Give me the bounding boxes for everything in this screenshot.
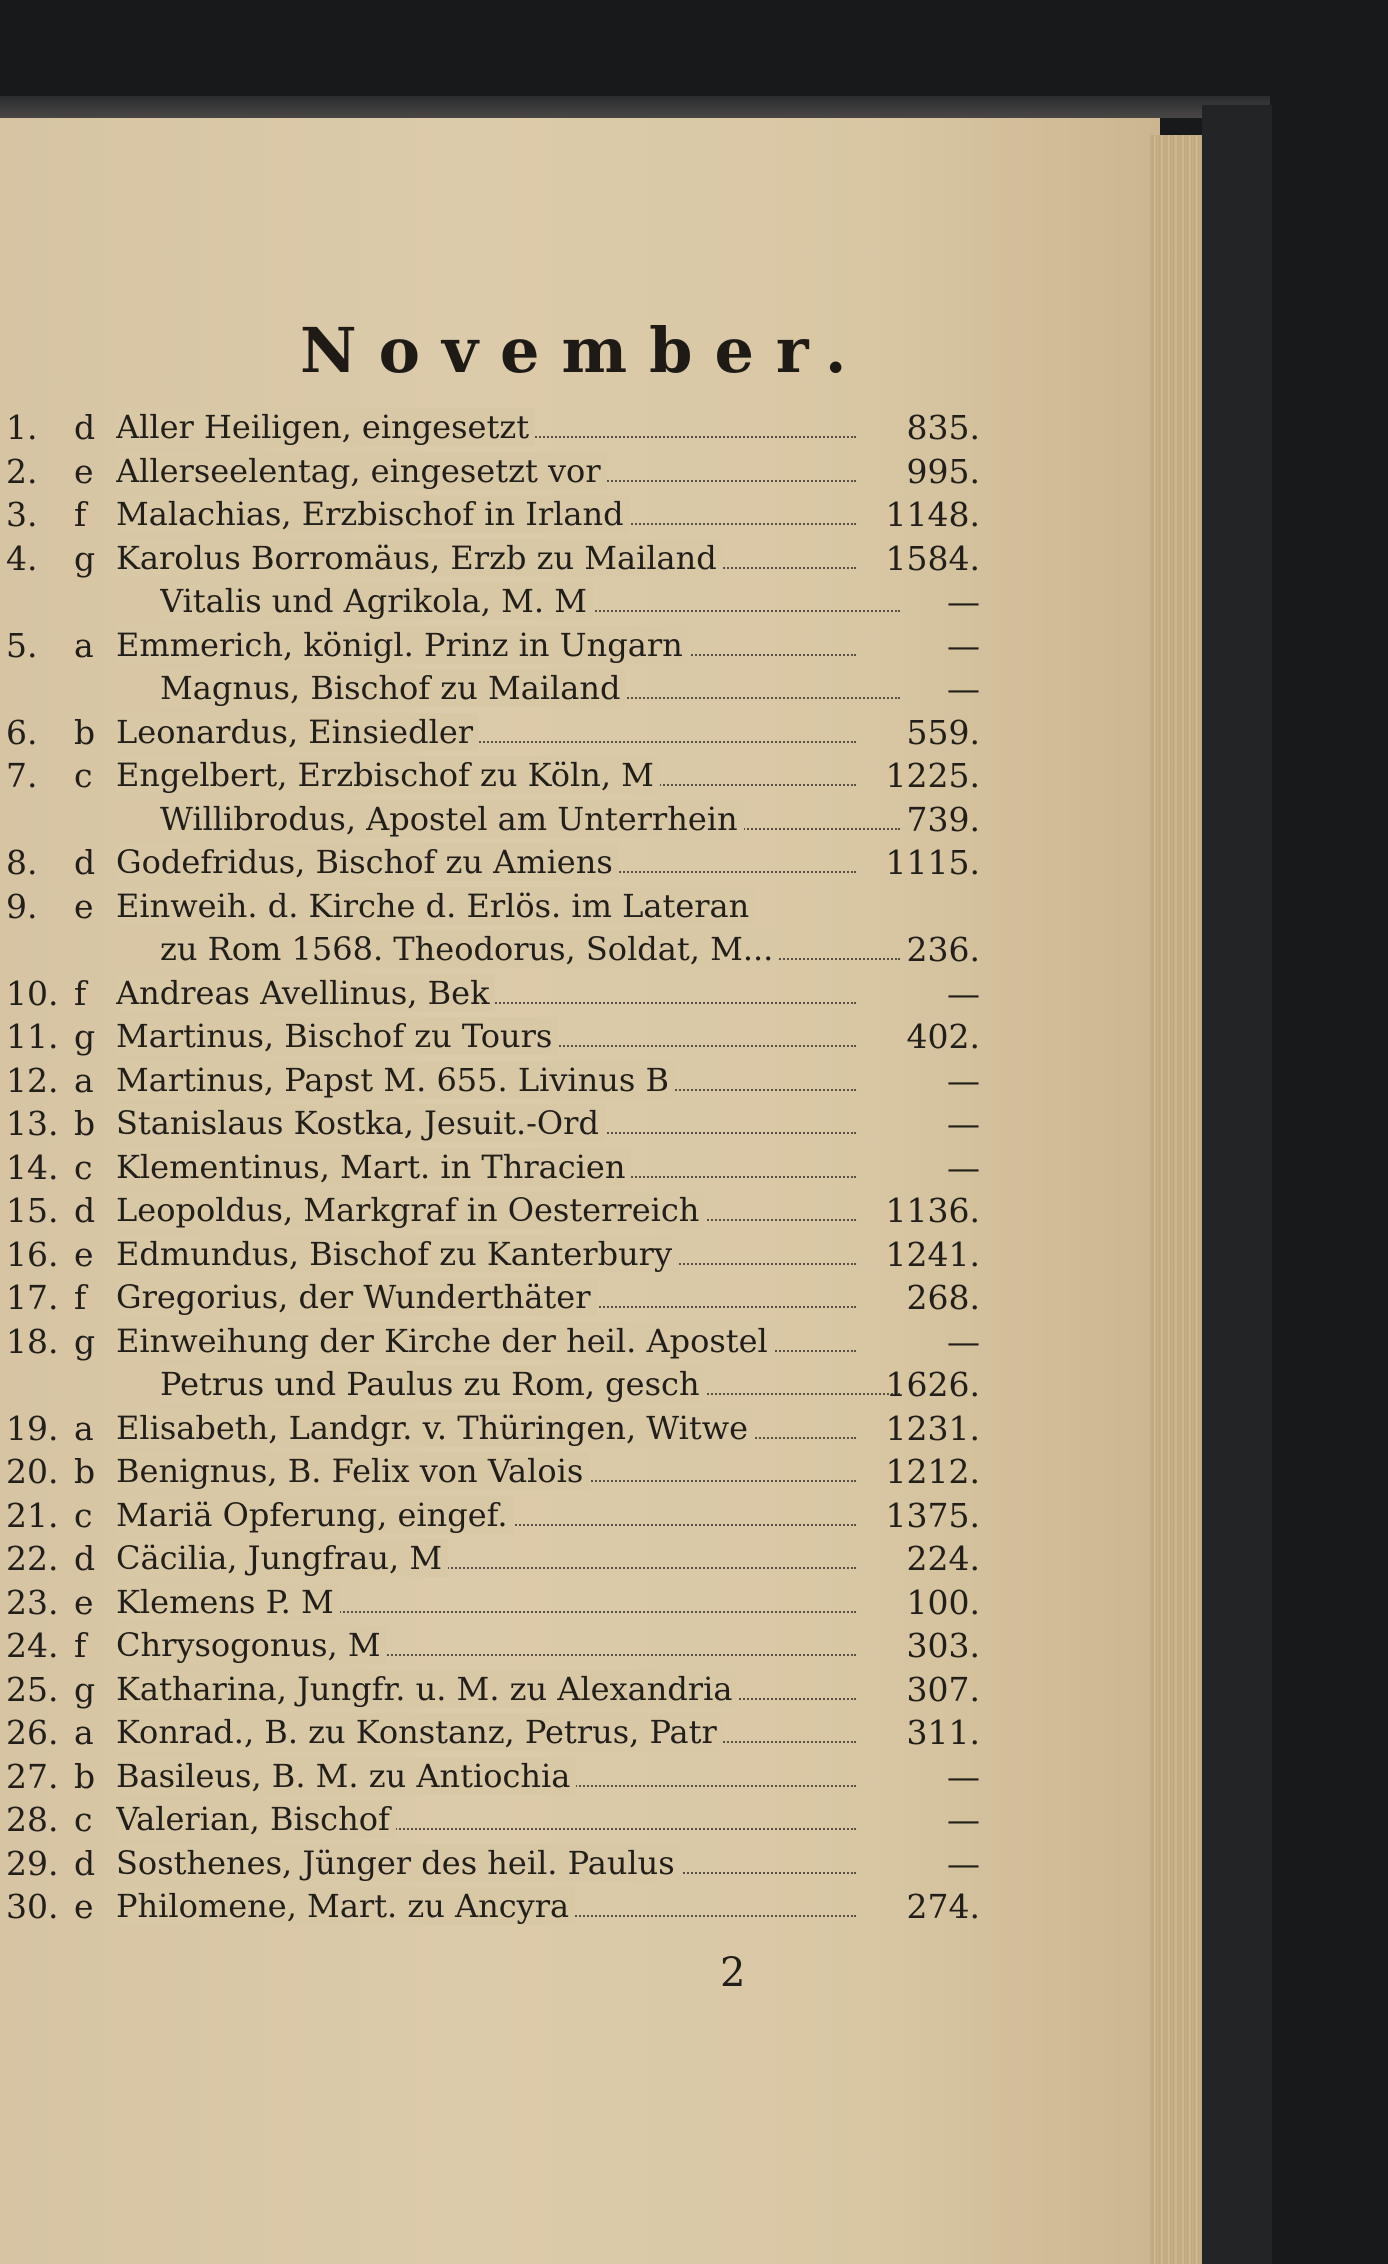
calendar-entry bbox=[0, 667, 1000, 711]
year-value: 739. bbox=[906, 799, 980, 839]
day-number: 27. bbox=[6, 1756, 59, 1796]
dominical-letter: b bbox=[74, 1104, 96, 1143]
saint-name bbox=[116, 1102, 856, 1146]
saint-name-text: Edmundus, Bischof zu Kanterbury bbox=[116, 1235, 678, 1273]
day-number: 5. bbox=[6, 625, 38, 665]
saint-name bbox=[116, 1755, 856, 1799]
saint-name-text: Andreas Avellinus, Bek bbox=[116, 974, 495, 1012]
calendar-entry bbox=[0, 972, 1000, 1016]
year-value: 100. bbox=[906, 1582, 980, 1622]
year-value: — bbox=[947, 1843, 980, 1883]
day-number: 3. bbox=[6, 495, 38, 534]
year-value: 995. bbox=[906, 451, 980, 491]
saint-name bbox=[160, 798, 900, 842]
saint-name bbox=[160, 1363, 900, 1407]
calendar-entry bbox=[0, 493, 1000, 537]
year-value: 224. bbox=[906, 1539, 980, 1578]
dominical-letter: b bbox=[74, 712, 96, 752]
year-value: — bbox=[947, 1756, 980, 1796]
dominical-letter: g bbox=[74, 1321, 96, 1361]
year-value: — bbox=[947, 973, 980, 1013]
saint-name-text: Cäcilia, Jungfrau, M bbox=[116, 1539, 448, 1577]
saint-name-text: Valerian, Bischof bbox=[116, 1800, 396, 1838]
day-number: 15. bbox=[6, 1191, 59, 1230]
year-value: 1136. bbox=[885, 1191, 980, 1230]
saint-name bbox=[116, 1407, 856, 1451]
saint-name bbox=[116, 972, 856, 1016]
dominical-letter: d bbox=[74, 1539, 96, 1578]
year-value: 1231. bbox=[885, 1408, 980, 1448]
dominical-letter: d bbox=[74, 1191, 96, 1230]
year-value: — bbox=[947, 1104, 980, 1143]
year-value: — bbox=[947, 625, 980, 665]
day-number: 1. bbox=[6, 408, 38, 447]
saint-name bbox=[116, 885, 856, 929]
day-number: 25. bbox=[6, 1669, 59, 1709]
year-value: — bbox=[947, 1800, 980, 1839]
calendar-entry bbox=[0, 754, 1000, 798]
calendar-entry bbox=[0, 1233, 1000, 1277]
calendar-entry bbox=[0, 1102, 1000, 1146]
saint-name-text: Stanislaus Kostka, Jesuit.-Ord bbox=[116, 1104, 605, 1142]
day-number: 23. bbox=[6, 1582, 59, 1622]
saint-name bbox=[160, 667, 900, 711]
year-value: 1148. bbox=[885, 495, 980, 534]
calendar-entry bbox=[0, 580, 1000, 624]
year-value: — bbox=[947, 582, 980, 621]
day-number: 28. bbox=[6, 1800, 59, 1839]
calendar-entry bbox=[0, 885, 1000, 929]
calendar-entry bbox=[0, 1842, 1000, 1886]
saint-name bbox=[116, 1537, 856, 1581]
saint-name-text: Mariä Opferung, eingef. bbox=[116, 1496, 514, 1534]
year-value: 1626. bbox=[885, 1365, 980, 1404]
saint-name bbox=[116, 1189, 856, 1233]
saint-name-text: Petrus und Paulus zu Rom, gesch bbox=[160, 1365, 706, 1403]
saint-name-text: Leopoldus, Markgraf in Oesterreich bbox=[116, 1191, 705, 1229]
dominical-letter: c bbox=[74, 1147, 93, 1187]
calendar-entry bbox=[0, 1015, 1000, 1059]
saint-name-text: Vitalis und Agrikola, M. M bbox=[160, 582, 593, 620]
year-value: 268. bbox=[906, 1278, 980, 1317]
dominical-letter: a bbox=[74, 1060, 94, 1100]
calendar-entry bbox=[0, 1668, 1000, 1712]
calendar-entry bbox=[0, 1537, 1000, 1581]
calendar-entry bbox=[0, 1320, 1000, 1364]
dominical-letter: f bbox=[74, 495, 87, 534]
saint-name bbox=[116, 1450, 856, 1494]
saint-name bbox=[116, 1885, 856, 1929]
day-number: 11. bbox=[6, 1017, 59, 1056]
saint-name bbox=[116, 1842, 856, 1886]
day-number: 13. bbox=[6, 1104, 59, 1143]
saint-name bbox=[116, 1668, 856, 1712]
dominical-letter: d bbox=[74, 1843, 96, 1883]
dominical-letter: c bbox=[74, 1495, 93, 1535]
dominical-letter: g bbox=[74, 1017, 96, 1056]
saint-name bbox=[116, 1798, 856, 1842]
day-number: 30. bbox=[6, 1887, 59, 1926]
calendar-entry bbox=[0, 537, 1000, 581]
saint-name bbox=[116, 1494, 856, 1538]
calendar-entry bbox=[0, 1885, 1000, 1929]
saint-name-text: Klemens P. M bbox=[116, 1583, 340, 1621]
saint-name bbox=[160, 580, 900, 624]
calendar-entry bbox=[0, 1624, 1000, 1668]
dominical-letter: a bbox=[74, 1408, 94, 1448]
calendar-entry bbox=[0, 1407, 1000, 1451]
book-cover-side bbox=[1202, 105, 1272, 2264]
year-value: — bbox=[947, 669, 980, 708]
saint-name bbox=[116, 1233, 856, 1277]
saint-name-text: Elisabeth, Landgr. v. Thüringen, Witwe bbox=[116, 1409, 754, 1447]
saint-name bbox=[116, 754, 856, 798]
day-number: 19. bbox=[6, 1408, 59, 1448]
book-cover-top bbox=[0, 96, 1270, 118]
day-number: 9. bbox=[6, 886, 38, 926]
saint-name bbox=[116, 711, 856, 755]
dominical-letter: d bbox=[74, 408, 96, 447]
saint-name-text: Basileus, B. M. zu Antiochia bbox=[116, 1757, 576, 1795]
saint-name-text: Aller Heiligen, eingesetzt bbox=[116, 408, 535, 446]
dominical-letter: a bbox=[74, 625, 94, 665]
day-number: 22. bbox=[6, 1539, 59, 1578]
calendar-entry bbox=[0, 1755, 1000, 1799]
calendar-entry bbox=[0, 450, 1000, 494]
saint-name-text: Karolus Borromäus, Erzb zu Mailand bbox=[116, 539, 723, 577]
day-number: 21. bbox=[6, 1495, 59, 1535]
saint-name bbox=[116, 1146, 856, 1190]
saint-name-text: Benignus, B. Felix von Valois bbox=[116, 1452, 589, 1490]
saint-name-text: Katharina, Jungfr. u. M. zu Alexandria bbox=[116, 1670, 738, 1708]
day-number: 17. bbox=[6, 1278, 59, 1317]
day-number: 20. bbox=[6, 1452, 59, 1491]
calendar-entry bbox=[0, 1276, 1000, 1320]
saint-name bbox=[160, 928, 900, 972]
saint-name-text: Einweih. d. Kirche d. Erlös. im Lateran bbox=[116, 887, 755, 925]
year-value: 236. bbox=[906, 930, 980, 969]
year-value: 1225. bbox=[885, 756, 980, 795]
year-value: 1241. bbox=[885, 1234, 980, 1274]
page-number: 2 bbox=[720, 1950, 746, 1996]
saint-name bbox=[116, 1624, 856, 1668]
dominical-letter: e bbox=[74, 451, 94, 491]
calendar-entry bbox=[0, 1146, 1000, 1190]
saint-name bbox=[116, 1059, 856, 1103]
year-value: 1212. bbox=[885, 1452, 980, 1491]
saint-name bbox=[116, 1581, 856, 1625]
calendar-entry bbox=[0, 1189, 1000, 1233]
saint-name-text: Sosthenes, Jünger des heil. Paulus bbox=[116, 1844, 681, 1882]
calendar-entry bbox=[0, 928, 1000, 972]
saint-name-text: Philomene, Mart. zu Ancyra bbox=[116, 1887, 575, 1925]
saint-name-text: Godefridus, Bischof zu Amiens bbox=[116, 843, 619, 881]
calendar-entry bbox=[0, 841, 1000, 885]
dominical-letter: e bbox=[74, 1887, 94, 1926]
calendar-entry bbox=[0, 1798, 1000, 1842]
dominical-letter: a bbox=[74, 1713, 94, 1752]
calendar-entry bbox=[0, 1711, 1000, 1755]
saint-name-text: Emmerich, königl. Prinz in Ungarn bbox=[116, 626, 689, 664]
day-number: 29. bbox=[6, 1843, 59, 1883]
dominical-letter: b bbox=[74, 1452, 96, 1491]
day-number: 10. bbox=[6, 973, 59, 1013]
calendar-entry bbox=[0, 1494, 1000, 1538]
day-number: 6. bbox=[6, 712, 38, 752]
day-number: 24. bbox=[6, 1626, 59, 1665]
saint-name bbox=[116, 537, 856, 581]
dominical-letter: g bbox=[74, 1669, 96, 1709]
day-number: 16. bbox=[6, 1234, 59, 1274]
day-number: 12. bbox=[6, 1060, 59, 1100]
saint-name bbox=[116, 1276, 856, 1320]
dominical-letter: e bbox=[74, 886, 94, 926]
day-number: 8. bbox=[6, 843, 38, 882]
saint-name-text: zu Rom 1568. Theodorus, Soldat, M... bbox=[160, 930, 779, 968]
day-number: 14. bbox=[6, 1147, 59, 1187]
calendar-entry bbox=[0, 798, 1000, 842]
calendar-entry bbox=[0, 624, 1000, 668]
saint-name-text: Malachias, Erzbischof in Irland bbox=[116, 495, 630, 533]
saint-name bbox=[116, 841, 856, 885]
day-number: 18. bbox=[6, 1321, 59, 1361]
saint-name bbox=[116, 1015, 856, 1059]
dominical-letter: f bbox=[74, 1278, 87, 1317]
saint-name bbox=[116, 493, 856, 537]
year-value: — bbox=[947, 1060, 980, 1100]
page-edges bbox=[1150, 135, 1202, 2264]
year-value: 311. bbox=[906, 1713, 980, 1752]
year-value: 1115. bbox=[885, 843, 980, 882]
saint-name bbox=[116, 1320, 856, 1364]
dominical-letter: c bbox=[74, 756, 93, 795]
dominical-letter: f bbox=[74, 1626, 87, 1665]
saint-name bbox=[116, 1711, 856, 1755]
saint-name-text: Willibrodus, Apostel am Unterrhein bbox=[160, 800, 744, 838]
saint-name-text: Magnus, Bischof zu Mailand bbox=[160, 669, 626, 707]
saint-name-text: Chrysogonus, M bbox=[116, 1626, 387, 1664]
calendar-entry bbox=[0, 406, 1000, 450]
saint-name-text: Leonardus, Einsiedler bbox=[116, 713, 479, 751]
dominical-letter: e bbox=[74, 1234, 94, 1274]
year-value: 402. bbox=[906, 1017, 980, 1056]
calendar-entry bbox=[0, 1059, 1000, 1103]
year-value: 1375. bbox=[885, 1495, 980, 1535]
year-value: — bbox=[947, 1147, 980, 1187]
saint-name-text: Konrad., B. zu Konstanz, Petrus, Patr bbox=[116, 1713, 723, 1751]
saint-name-text: Gregorius, der Wunderthäter bbox=[116, 1278, 597, 1316]
year-value: 303. bbox=[906, 1626, 980, 1665]
dominical-letter: b bbox=[74, 1756, 96, 1796]
year-value: 307. bbox=[906, 1669, 980, 1709]
year-value: 1584. bbox=[885, 538, 980, 578]
saint-name bbox=[116, 450, 856, 494]
saint-name-text: Martinus, Papst M. 655. Livinus B bbox=[116, 1061, 675, 1099]
saint-name-text: Engelbert, Erzbischof zu Köln, M bbox=[116, 756, 660, 794]
year-value: — bbox=[947, 1321, 980, 1361]
calendar-entry bbox=[0, 1450, 1000, 1494]
saint-name-text: Martinus, Bischof zu Tours bbox=[116, 1017, 558, 1055]
dominical-letter: e bbox=[74, 1582, 94, 1622]
dominical-letter: f bbox=[74, 973, 87, 1013]
calendar-list bbox=[0, 406, 1000, 1929]
dominical-letter: g bbox=[74, 538, 96, 578]
day-number: 4. bbox=[6, 538, 38, 578]
calendar-entry bbox=[0, 1581, 1000, 1625]
saint-name bbox=[116, 406, 856, 450]
calendar-entry bbox=[0, 1363, 1000, 1407]
calendar-entry bbox=[0, 711, 1000, 755]
saint-name-text: Allerseelentag, eingesetzt vor bbox=[116, 452, 607, 490]
saint-name-text: Einweihung der Kirche der heil. Apostel bbox=[116, 1322, 774, 1360]
year-value: 274. bbox=[906, 1887, 980, 1926]
saint-name-text: Klementinus, Mart. in Thracien bbox=[116, 1148, 631, 1186]
year-value: 835. bbox=[906, 408, 980, 447]
saint-name bbox=[116, 624, 856, 668]
page-title: November. bbox=[300, 314, 869, 387]
day-number: 2. bbox=[6, 451, 38, 491]
dominical-letter: d bbox=[74, 843, 96, 882]
day-number: 26. bbox=[6, 1713, 59, 1752]
year-value: 559. bbox=[906, 712, 980, 752]
day-number: 7. bbox=[6, 756, 38, 795]
dominical-letter: c bbox=[74, 1800, 93, 1839]
